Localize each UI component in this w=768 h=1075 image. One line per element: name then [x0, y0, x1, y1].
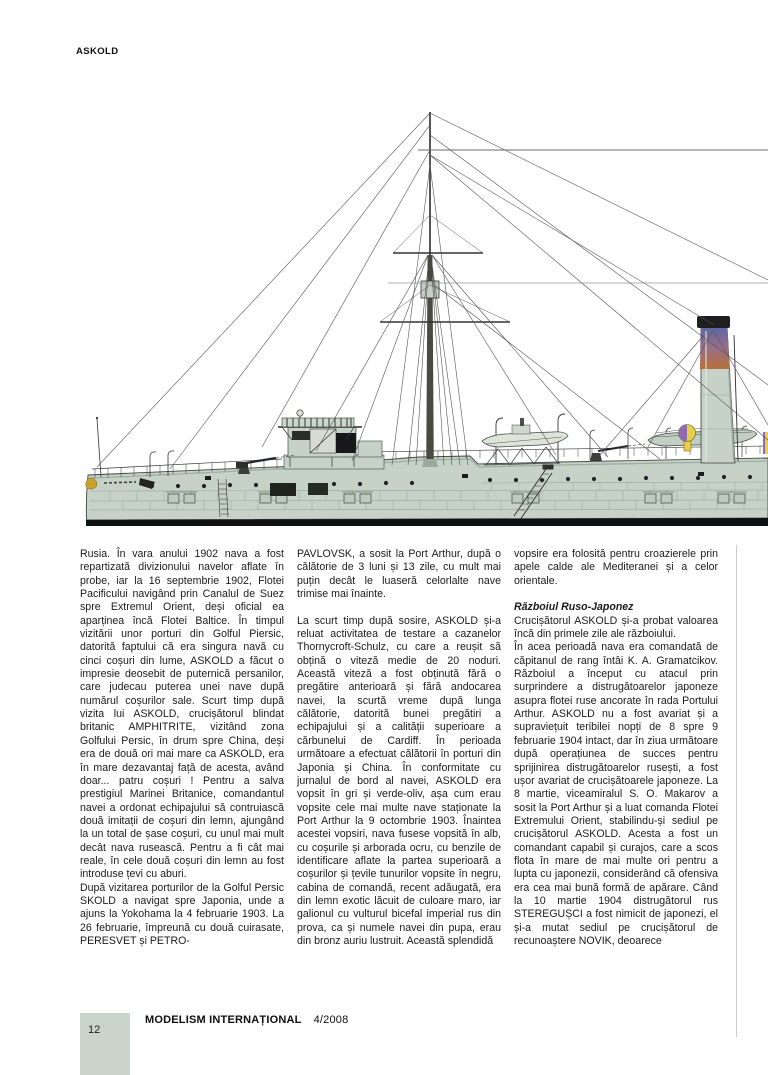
- magazine-title: MODELISM INTERNAȚIONAL: [145, 1014, 302, 1026]
- paragraph: Rusia. În vara anului 1902 nava a fost repartizată divizionului navelor aflate în probe, iar la 16 septembrie 1902, Flotei Pacificului navigând prin Canalul de Suez spre Extremul Orient, deși oficial ea aparținea încă Flotei Baltice. În timpul vizitării unor porturi din Golful Piersic, datorită faptului că era singura navă cu cinci coșuri din lume, ASKOLD a făcut o impresie deosebit de puternică persanilor, care judecau puterea unei nave după numărul coșurilor sale. Scurt timp după vizita lui ASKOLD, crucișătorul blindat britanic AMPHITRITE, vizitând zona Golfului Persic, în drum spre China, deși era de două ori mai mare ca ASKOLD, era în mare dezavantaj față de acesta, având doar... patru coșuri ! Pentru a salva prestigiul Marinei Britanice, comandantul navei a ordonat echipajului să contruiască două imitații de coșuri din lemn, ajungând la un total de șase coșuri, cu unul mai mult decât nava rusească. Pentru a fi cât mai reale, în cele două coșuri din lemn au fost introduse țevi cu aburi.: [80, 548, 284, 881]
- antenna-wires: [388, 150, 768, 283]
- footer-line: [145, 1014, 348, 1026]
- paragraph-gap: [297, 601, 501, 614]
- bow-flagstaff: [96, 417, 101, 477]
- searchlight: [297, 410, 303, 416]
- text-column-3: [514, 548, 718, 948]
- chart-house: [336, 433, 356, 453]
- paragraph: vopsire era folosită pentru croazierele prin apele calde ale Mediteranei și a celor orientale.: [514, 548, 718, 587]
- page-title: ASKOLD: [76, 46, 119, 57]
- page-number: 12: [88, 1024, 101, 1036]
- deck-gun-aft: [590, 444, 645, 461]
- issue-number: 4/2008: [313, 1014, 349, 1026]
- ship-illustration: [0, 95, 768, 540]
- bridge-superstructure: [278, 410, 384, 469]
- text-column-1: [80, 548, 284, 948]
- paragraph-gap: [514, 588, 718, 601]
- casemate-port-2: [308, 483, 328, 495]
- section-heading: Războiul Ruso-Japonez: [514, 601, 634, 614]
- casemate-port: [270, 483, 296, 496]
- right-margin-rule: [736, 545, 737, 1037]
- paragraph: În acea perioadă nava era comandată de căpitanul de rang întâi K. A. Gramatcikov. Războiul a început cu atacul prin surprindere a distrugătoarelor japoneze asupra flotei ruse ancorate în rada Portului Arthur. ASKOLD nu a fost avariat și a supraviețuit teribilei nopți de 8 spre 9 februarie 1904 intact, dar în ziua următoare după operațiunea de succes pentru sprijinirea distrugătoarelor rusești, a fost ușor avariat de crucișătoarele japoneze. La 8 martie, viceamiralul S. O. Makarov a sosit la Port Arthur și a luat comanda Flotei Extremului Orient, stabilindu-și sediul pe crucișătorul ASKOLD. Acesta a fost un comandant capabil și curajos, care a scos flota în mare de mai multe ori pentru a lupta cu japonezii, considerând că ofensiva era cea mai bună formă de apărare. Când la 10 martie 1904 distrugătorul rus STEREGUȘCI a fost nimicit de japonezi, el și-a mutat sediul pe crucișătorul de recunoaștere NOVIK, deoarece: [514, 641, 718, 947]
- page-number-box: [80, 1013, 130, 1075]
- bow-eagle-ornament: [86, 478, 97, 489]
- paragraph: PAVLOVSK, a sosit la Port Arthur, după o călătorie de 3 luni și 13 zile, cu mult mai puțin decât le luaseră celorlalte nave trimise mai înainte.: [297, 548, 501, 601]
- paragraph: Crucișătorul ASKOLD și-a probat valoarea încă din primele zile ale războiului.: [514, 614, 718, 641]
- paragraph: La scurt timp după sosire, ASKOLD și-a reluat activitatea de testare a cazanelor Thornycroft-Schulz, cu care a reușit să obțină o viteză medie de 20 noduri. Această viteză a fost obținută fără o pregătire anterioară și fără andocarea navei, la scurtă vreme după lunga călătorie, datorită bunei pregătiri a echipajului și a calității superioare a cărbunelui de Cardiff. În perioada următoare a efectuat călătorii în porturi din Japonia și China. În conformitate cu jurnalul de bord al navei, ASKOLD era vopsit în gri și verde-oliv, așa cum erau vopsite cele mai multe nave staționate la Port Arthur la 9 octombrie 1903. Înaintea acestei vopsiri, nava fusese vopsită în alb, cu coșurile și arborada ocru, cu benzile de identificare aflate la partea superioară a coșurilor și țevile tunurilor vopsite în negru, cabina de comandă, recent adăugată, era din lemn exotic lăcuit de culoare maro, iar galionul cu vulturul bicefal imperial rus din prova, ca și numele navei din pupa, erau din bronz auriu lustruit. Această splendidă: [297, 614, 501, 947]
- paragraph: După vizitarea porturilor de la Golful Persic SKOLD a navigat spre Japonia, unde a ajuns la Yokohama la 4 februarie 1903. La 26 februarie, împreună cu două cuirasate, PERESVET și PETRO-: [80, 881, 284, 947]
- edge-boat-sliver: [763, 432, 768, 454]
- text-column-2: [297, 548, 501, 948]
